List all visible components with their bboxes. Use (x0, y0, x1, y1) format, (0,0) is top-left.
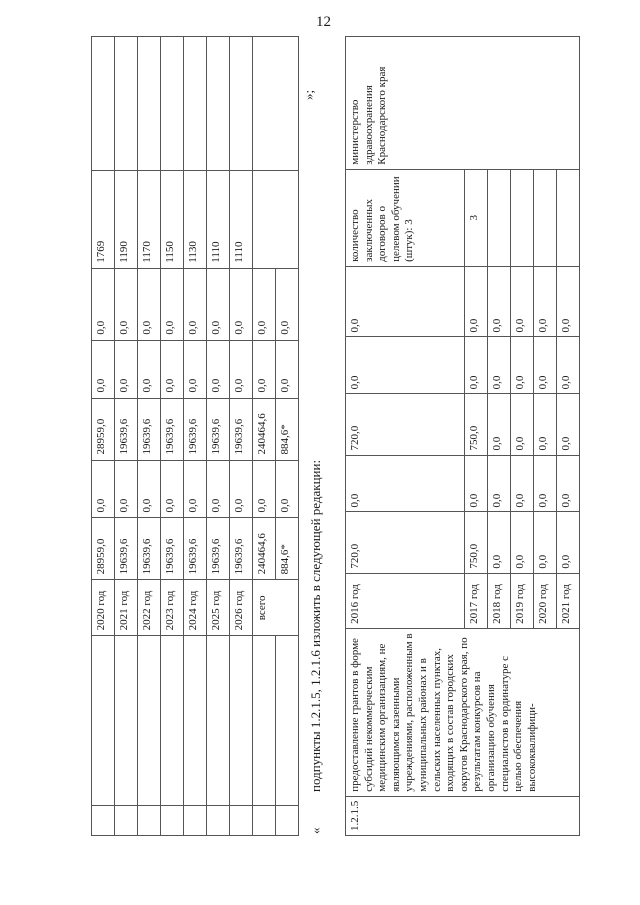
value-cell: 0,0 (253, 268, 276, 340)
funding-table-continuation (91, 36, 299, 836)
blank-cell (276, 636, 299, 806)
indicator-value (534, 169, 557, 266)
value-cell: 0,0 (276, 340, 299, 398)
table-row (92, 37, 115, 836)
value-cell: 0,0 (276, 268, 299, 340)
blank-cell (161, 806, 184, 836)
blank-cell (184, 636, 207, 806)
table-row (184, 37, 207, 836)
blank-cell (253, 170, 299, 268)
value-cell: 0,0 (184, 268, 207, 340)
value-cell: 0,0 (207, 268, 230, 340)
indicator-cell: 1130 (184, 170, 207, 268)
value-cell: 0,0 (557, 394, 580, 455)
funding-table-new-wording (345, 36, 580, 836)
executor-cell: министерство здравоохранения Краснодарского края (346, 37, 580, 170)
table-row (346, 37, 465, 836)
value-cell: 0,0 (253, 340, 276, 398)
blank-cell (184, 37, 207, 171)
value-cell: 0,0 (230, 340, 253, 398)
value-cell: 720,0 (346, 512, 465, 573)
year-cell: 2023 год (161, 580, 184, 636)
value-cell: 0,0 (488, 266, 511, 337)
value-cell: 0,0 (346, 337, 465, 394)
page-number: 12 (316, 14, 331, 30)
value-cell: 0,0 (511, 394, 534, 455)
value-cell: 0,0 (184, 460, 207, 518)
table-row (207, 37, 230, 836)
value-cell: 0,0 (253, 460, 276, 518)
value-cell: 0,0 (207, 340, 230, 398)
total-row (253, 37, 276, 836)
year-cell: 2025 год (207, 580, 230, 636)
value-cell: 0,0 (511, 455, 534, 512)
year-cell: 2018 год (488, 573, 511, 628)
value-cell: 0,0 (92, 268, 115, 340)
blank-cell (138, 636, 161, 806)
value-cell: 19639,6 (138, 518, 161, 580)
indicator-cell: 1769 (92, 170, 115, 268)
blank-cell (115, 37, 138, 171)
blank-cell (230, 806, 253, 836)
value-cell: 884,6* (276, 518, 299, 580)
blank-cell (276, 806, 299, 836)
value-cell: 0,0 (276, 460, 299, 518)
indicator-cell: 1190 (115, 170, 138, 268)
year-cell: 2024 год (184, 580, 207, 636)
rotated-table-block (91, 36, 572, 836)
value-cell: 0,0 (534, 512, 557, 573)
value-cell: 0,0 (557, 512, 580, 573)
value-cell: 19639,6 (207, 398, 230, 460)
value-cell: 750,0 (465, 394, 488, 455)
blank-cell (253, 37, 299, 171)
year-cell: 2019 год (511, 573, 534, 628)
table-row (230, 37, 253, 836)
value-cell: 0,0 (557, 337, 580, 394)
item-number: 1.2.1.5 (346, 796, 580, 835)
table-row (161, 37, 184, 836)
item-description: предоставление грантов в форме субсидий некоммерческим медицинским организациям, не являющимся казенными учреждениями, расположенным в муниципальных районах и в сельских населенных пунктах, входящих в состав городских округов Краснодарского края, по результатам конкурсов на организацию обучения специалистов в ординатуре с целью обеспечения высококвалифици- (346, 628, 580, 796)
value-cell: 0,0 (207, 460, 230, 518)
indicator-value: 3 (465, 169, 488, 266)
value-cell: 19639,6 (230, 398, 253, 460)
value-cell: 0,0 (511, 266, 534, 337)
blank-cell (207, 806, 230, 836)
indicator-cell: количество заключенных договоров о целевом обучении (штук): 3 (346, 169, 465, 266)
closing-quote: »; (301, 89, 316, 100)
blank-cell (92, 806, 115, 836)
value-cell: 0,0 (488, 512, 511, 573)
value-cell: 0,0 (557, 455, 580, 512)
total-label: всего (253, 580, 299, 636)
value-cell: 240464,6 (253, 398, 276, 460)
year-cell: 2021 год (115, 580, 138, 636)
indicator-cell: 1110 (207, 170, 230, 268)
year-cell: 2016 год (346, 573, 465, 628)
value-cell: 19639,6 (184, 518, 207, 580)
amendment-instruction: подпункты 1.2.1.5, 1.2.1.6 изложить в следующей редакции: (308, 459, 323, 792)
value-cell: 0,0 (534, 266, 557, 337)
value-cell: 19639,6 (115, 398, 138, 460)
table-row (115, 37, 138, 836)
year-cell: 2026 год (230, 580, 253, 636)
value-cell: 19639,6 (138, 398, 161, 460)
value-cell: 0,0 (557, 266, 580, 337)
blank-cell (253, 636, 276, 806)
value-cell: 19639,6 (207, 518, 230, 580)
blank-cell (138, 37, 161, 171)
indicator-value (557, 169, 580, 266)
value-cell: 0,0 (161, 340, 184, 398)
value-cell: 0,0 (138, 460, 161, 518)
blank-cell (207, 37, 230, 171)
blank-cell (138, 806, 161, 836)
table-row (138, 37, 161, 836)
value-cell: 0,0 (488, 394, 511, 455)
value-cell: 19639,6 (161, 398, 184, 460)
blank-cell (230, 37, 253, 171)
value-cell: 0,0 (534, 394, 557, 455)
value-cell: 28959,0 (92, 398, 115, 460)
year-cell: 2021 год (557, 573, 580, 628)
value-cell: 0,0 (161, 460, 184, 518)
value-cell: 19639,6 (184, 398, 207, 460)
blank-cell (207, 636, 230, 806)
blank-cell (230, 636, 253, 806)
value-cell: 0,0 (465, 266, 488, 337)
year-cell: 2020 год (92, 580, 115, 636)
value-cell: 0,0 (115, 460, 138, 518)
value-cell: 0,0 (488, 455, 511, 512)
value-cell: 19639,6 (161, 518, 184, 580)
value-cell: 0,0 (184, 340, 207, 398)
year-cell: 2017 год (465, 573, 488, 628)
value-cell: 0,0 (346, 455, 465, 512)
value-cell: 0,0 (346, 266, 465, 337)
value-cell: 0,0 (230, 460, 253, 518)
value-cell: 0,0 (488, 337, 511, 394)
value-cell: 0,0 (511, 512, 534, 573)
value-cell: 19639,6 (115, 518, 138, 580)
value-cell: 0,0 (230, 268, 253, 340)
value-cell: 884,6* (276, 398, 299, 460)
opening-quote: « (308, 827, 323, 834)
blank-cell (184, 806, 207, 836)
blank-cell (161, 636, 184, 806)
value-cell: 0,0 (161, 268, 184, 340)
indicator-value (488, 169, 511, 266)
blank-cell (92, 37, 115, 171)
blank-cell (253, 806, 276, 836)
indicator-value (511, 169, 534, 266)
value-cell: 0,0 (92, 340, 115, 398)
value-cell: 0,0 (138, 268, 161, 340)
value-cell: 0,0 (511, 337, 534, 394)
value-cell: 0,0 (534, 455, 557, 512)
year-cell: 2020 год (534, 573, 557, 628)
blank-cell (115, 636, 138, 806)
value-cell: 19639,6 (230, 518, 253, 580)
value-cell: 0,0 (115, 268, 138, 340)
indicator-cell: 1170 (138, 170, 161, 268)
blank-cell (161, 37, 184, 171)
value-cell: 0,0 (465, 337, 488, 394)
value-cell: 0,0 (534, 337, 557, 394)
value-cell: 720,0 (346, 394, 465, 455)
blank-cell (115, 806, 138, 836)
value-cell: 0,0 (115, 340, 138, 398)
year-cell: 2022 год (138, 580, 161, 636)
value-cell: 28959,0 (92, 518, 115, 580)
value-cell: 0,0 (465, 455, 488, 512)
value-cell: 750,0 (465, 512, 488, 573)
indicator-cell: 1150 (161, 170, 184, 268)
indicator-cell: 1110 (230, 170, 253, 268)
value-cell: 0,0 (92, 460, 115, 518)
value-cell: 0,0 (138, 340, 161, 398)
blank-cell (92, 636, 115, 806)
value-cell: 240464,6 (253, 518, 276, 580)
